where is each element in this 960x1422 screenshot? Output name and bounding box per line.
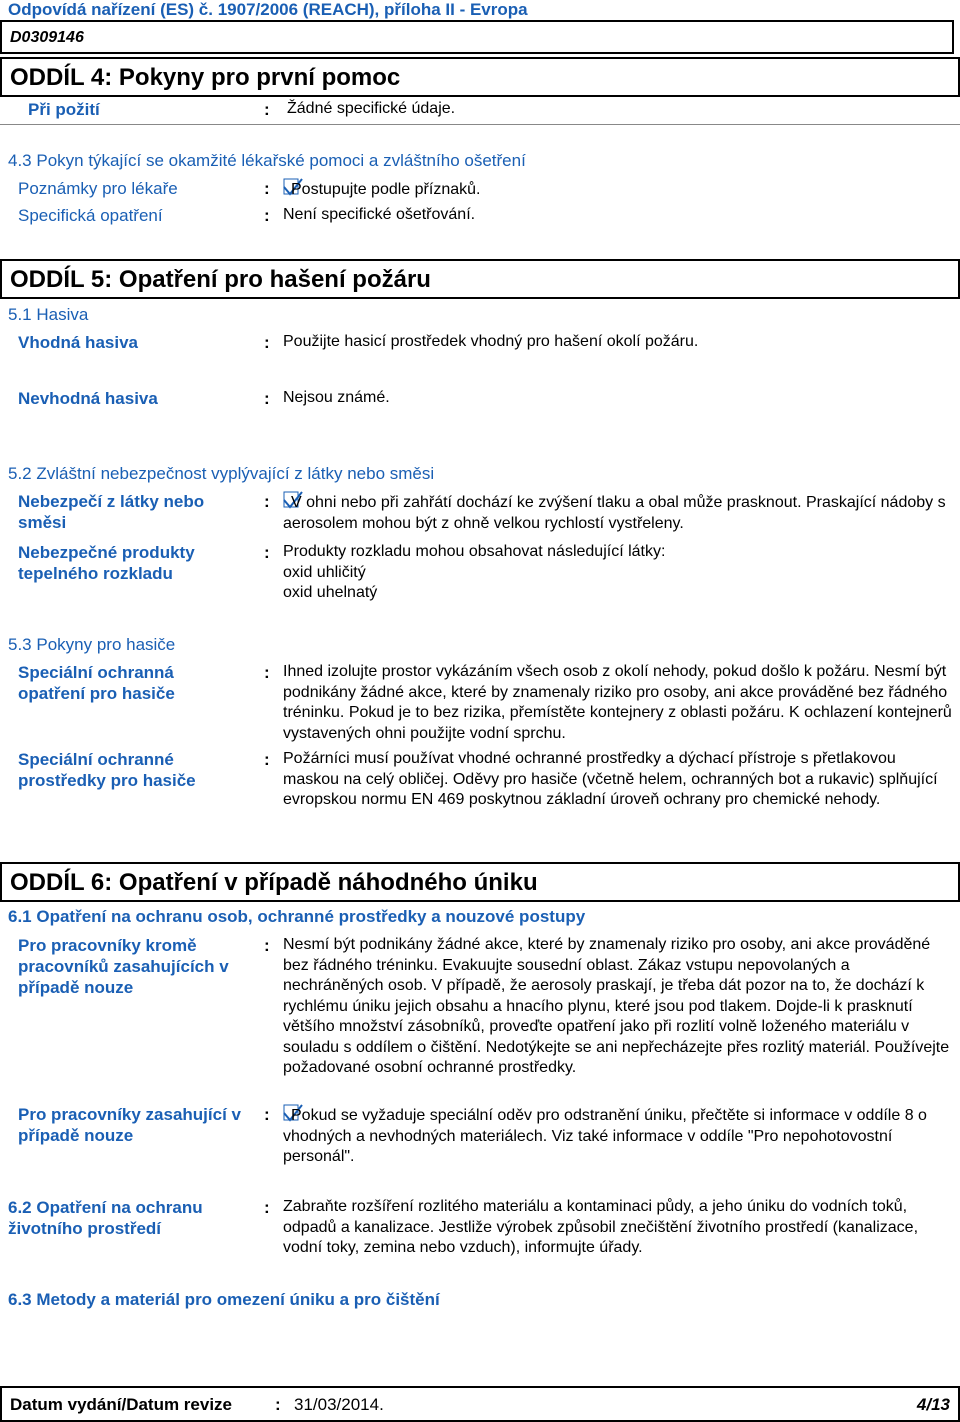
subsection-6-2-value: Zabraňte rozšíření rozlitého materiálu a kontaminaci půdy, a jeho úniku do vodních toků, odpadů a kanalizace. Jestliže výrobek způsobil znečištění životního prostředí (kanalizace, vodní toky, zemina nebo vzduch), informujte úřady.	[283, 1198, 919, 1256]
unsuitable-media-label: Nevhodná hasiva	[18, 389, 158, 408]
ingestion-label: Při požití	[28, 100, 100, 119]
emergency-value: Pokud se vyžaduje speciální oděv pro odstranění úniku, přečtěte si informace v oddíle 8 o vhodných a nevhodných materiálech. Viz také informace v oddíle "Pro nepohotovostní personál".	[283, 1104, 953, 1168]
special-equipment-label: Speciální ochranné prostředky pro hasiče	[18, 750, 196, 790]
row-divider	[0, 124, 960, 125]
section-6-title: ODDÍL 6: Opatření v případě náhodného úniku	[10, 869, 538, 896]
special-equipment-value: Požárníci musí používat vhodné ochranné prostředky a dýchací přístroje s přetlakovou maskou na celý obličej. Oděvy pro hasiče (včetně helem, ochranných bot a rukavic) splňující evropskou normu EN 469 poskytnou základní úroveň ochrany pro chemické nehody.	[283, 750, 938, 808]
decomposition-value	[283, 542, 953, 604]
colon: :	[264, 936, 270, 955]
decomposition-line-2: oxid uhličitý	[283, 563, 366, 581]
regulation-header: Odpovídá nařízení (ES) č. 1907/2006 (REACH), příloha II - Evropa	[8, 0, 528, 19]
colon: :	[264, 100, 270, 119]
revision-date: 31/03/2014.	[294, 1395, 384, 1414]
decomposition-label: Nebezpečné produkty tepelného rozkladu	[18, 543, 195, 583]
colon: :	[264, 206, 270, 225]
decomposition-line-1: Produkty rozkladu mohou obsahovat následující látky:	[283, 543, 666, 560]
subsection-5-3: 5.3 Pokyny pro hasiče	[8, 635, 176, 654]
decomposition-line-3: oxid uhelnatý	[283, 584, 378, 601]
colon: :	[264, 1198, 270, 1217]
section-4-header	[0, 57, 960, 97]
document-id: D0309146	[10, 29, 84, 46]
revision-date-label: Datum vydání/Datum revize	[10, 1395, 233, 1414]
specific-measures-value: Není specifické ošetřování.	[283, 206, 476, 223]
page-number: 4/13	[916, 1395, 950, 1414]
hazard-value: V ohni nebo při zahřátí dochází ke zvýšení tlaku a obal může prasknout. Praskající nádoby s aerosolem mohou být z ohně velkou rychlostí vystřeleny.	[283, 491, 953, 534]
subsection-6-1: 6.1 Opatření na ochranu osob, ochranné prostředky a nouzové postupy	[8, 907, 586, 926]
section-4-title: ODDÍL 4: Pokyny pro první pomoc	[10, 64, 401, 91]
special-measures-label: Speciální ochranná opatření pro hasiče	[18, 663, 175, 703]
doctor-notes-label: Poznámky pro lékaře	[18, 179, 178, 198]
colon: :	[264, 179, 270, 198]
suitable-media-value: Použijte hasicí prostředek vhodný pro hašení okolí požáru.	[283, 333, 699, 350]
emergency-label: Pro pracovníky zasahující v případě nouze	[18, 1105, 241, 1145]
non-emergency-label: Pro pracovníky kromě pracovníků zasahujících v případě nouze	[18, 936, 229, 997]
section-5-header	[0, 259, 960, 299]
hazard-label: Nebezpečí z látky nebo směsi	[18, 492, 205, 532]
subsection-4-3: 4.3 Pokyn týkající se okamžité lékařské pomoci a zvláštního ošetření	[8, 151, 526, 170]
colon: :	[264, 663, 270, 682]
doctor-notes-value: Postupujte podle příznaků.	[283, 178, 480, 201]
special-measures-value: Ihned izolujte prostor vykázáním všech osob z okolí nehody, pokud došlo k požáru. Nesmí být podnikány žádné akce, které by znamenaly riziko pro osoby, ani akce prováděné bez řádného tréninku. Pokud je to bez rizika, přemístěte kontejnery z oblasti požáru. K ochlazení kontejnerů vystavených ohni použijte vodní sprchu.	[283, 663, 952, 742]
colon: :	[264, 543, 270, 562]
ingestion-value: Žádné specifické údaje.	[287, 100, 456, 117]
non-emergency-value: Nesmí být podnikány žádné akce, které by znamenaly riziko pro osoby, ani akce prováděné bez řádného tréninku. Evakuujte sousední oblast. Zákaz vstupu nepovolaných a nechráněných osob. V případě, že aerosoly praskají, je třeba dát pozor na to, že dochází k rychlému úniku jejich obsahu a hnacího plynu, které jsou pod tlakem. Dojde-li k prasknutí většího množství zásobníků, proveďte opatření jako při rozlití volně loženého materiálu v souladu s oddílem o čištění. Nedotýkejte se ani nepřecházejte přes rozlitý materiál. Používejte požadované osobní ochranné prostředky.	[283, 936, 950, 1076]
footer	[0, 1386, 960, 1422]
section-6-header	[0, 862, 960, 902]
subsection-5-1: 5.1 Hasiva	[8, 305, 89, 324]
subsection-5-2: 5.2 Zvláštní nebezpečnost vyplývající z látky nebo směsi	[8, 464, 435, 483]
colon: :	[264, 750, 270, 769]
colon: :	[264, 333, 270, 352]
subsection-6-2: 6.2 Opatření na ochranu životního prostředí	[8, 1198, 203, 1238]
colon: :	[275, 1395, 281, 1414]
section-5-title: ODDÍL 5: Opatření pro hašení požáru	[10, 266, 431, 293]
suitable-media-label: Vhodná hasiva	[18, 333, 138, 352]
unsuitable-media-value: Nejsou známé.	[283, 389, 390, 406]
specific-measures-label: Specifická opatření	[18, 206, 163, 225]
subsection-6-3: 6.3 Metody a materiál pro omezení úniku a pro čištění	[8, 1290, 440, 1309]
colon: :	[264, 1105, 270, 1124]
colon: :	[264, 389, 270, 408]
document-id-box	[0, 20, 954, 54]
colon: :	[264, 492, 270, 511]
